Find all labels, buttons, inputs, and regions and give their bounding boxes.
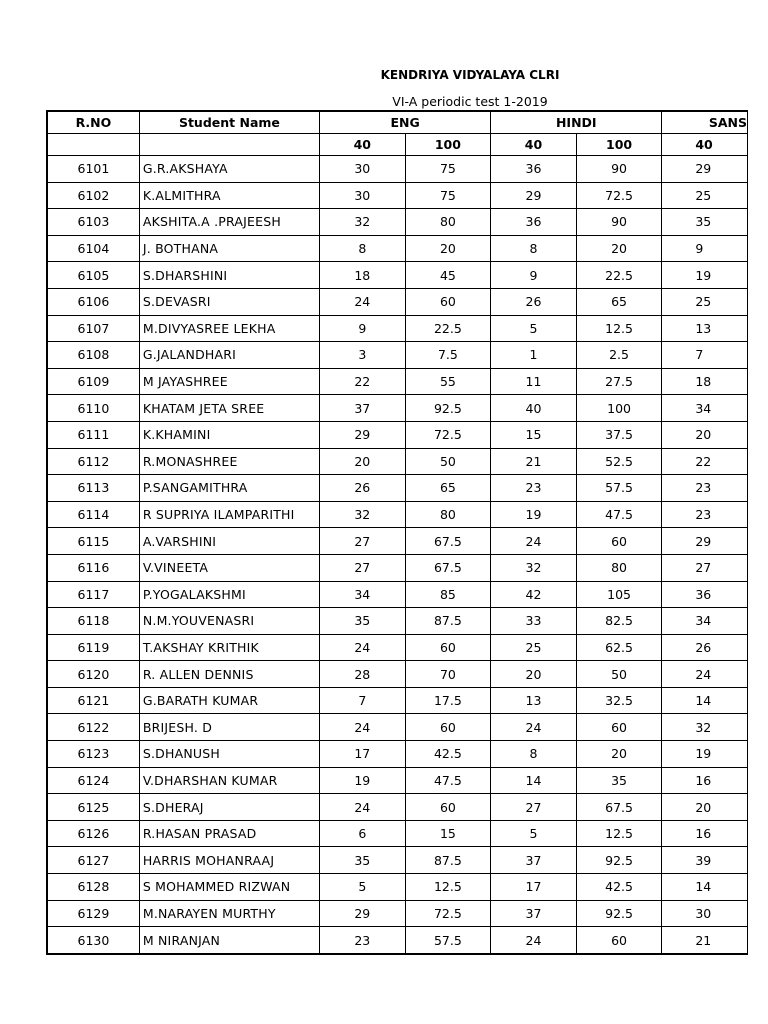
mark-cell: 25 (662, 182, 748, 209)
mark-cell: 80 (405, 209, 491, 236)
mark-cell: 90 (576, 156, 662, 183)
mark-cell: 47.5 (576, 501, 662, 528)
mark-cell: 12.5 (405, 874, 491, 901)
student-name: R.HASAN PRASAD (139, 820, 319, 847)
mark-cell: 27.5 (576, 368, 662, 395)
mark-cell: 33 (491, 608, 577, 635)
mark-cell: 20 (662, 794, 748, 821)
mark-cell: 20 (320, 448, 406, 475)
roll-number: 6110 (47, 395, 139, 422)
mark-cell: 92.5 (576, 847, 662, 874)
roll-number: 6106 (47, 288, 139, 315)
table-row (47, 448, 748, 475)
mark-cell: 23 (491, 475, 577, 502)
mark-cell: 70 (405, 661, 491, 688)
mark-cell: 80 (405, 501, 491, 528)
col-header-name: Student Name (139, 111, 319, 134)
roll-number: 6127 (47, 847, 139, 874)
subheader-cell: 40 (320, 134, 406, 156)
roll-number: 6115 (47, 528, 139, 555)
roll-number: 6118 (47, 608, 139, 635)
mark-cell: 24 (320, 634, 406, 661)
mark-cell: 29 (320, 421, 406, 448)
table-row (47, 661, 748, 688)
mark-cell: 24 (320, 714, 406, 741)
mark-cell: 37 (491, 847, 577, 874)
table-row (47, 421, 748, 448)
table-row (47, 581, 748, 608)
mark-cell: 20 (576, 235, 662, 262)
subheader-cell: 100 (576, 134, 662, 156)
header-row (47, 111, 748, 134)
student-name: S MOHAMMED RIZWAN (139, 874, 319, 901)
mark-cell: 100 (576, 395, 662, 422)
table-row (47, 395, 748, 422)
mark-cell: 72.5 (576, 182, 662, 209)
table-row (47, 528, 748, 555)
table-row (47, 608, 748, 635)
mark-cell: 65 (576, 288, 662, 315)
subheader-cell (47, 134, 139, 156)
mark-cell: 60 (405, 714, 491, 741)
mark-cell: 27 (491, 794, 577, 821)
mark-cell: 55 (405, 368, 491, 395)
school-title: KENDRIYA VIDYALAYA CLRI (380, 68, 560, 82)
mark-cell: 25 (491, 634, 577, 661)
mark-cell: 20 (662, 421, 748, 448)
student-name: T.AKSHAY KRITHIK (139, 634, 319, 661)
mark-cell: 60 (576, 927, 662, 954)
mark-cell: 20 (576, 741, 662, 768)
student-name: KHATAM JETA SREE (139, 395, 319, 422)
student-name: M JAYASHREE (139, 368, 319, 395)
student-name: N.M.YOUVENASRI (139, 608, 319, 635)
mark-cell: 24 (320, 794, 406, 821)
mark-cell: 17 (491, 874, 577, 901)
mark-cell: 12.5 (576, 820, 662, 847)
marks-sheet (46, 110, 747, 956)
mark-cell: 24 (491, 927, 577, 954)
mark-cell: 50 (576, 661, 662, 688)
mark-cell: 60 (405, 288, 491, 315)
table-row (47, 874, 748, 901)
mark-cell: 29 (662, 156, 748, 183)
roll-number: 6122 (47, 714, 139, 741)
mark-cell: 18 (662, 368, 748, 395)
student-name: K.ALMITHRA (139, 182, 319, 209)
mark-cell: 5 (491, 315, 577, 342)
mark-cell: 32.5 (576, 687, 662, 714)
col-header-hindi: HINDI (491, 111, 662, 134)
roll-number: 6112 (47, 448, 139, 475)
mark-cell: 37.5 (576, 421, 662, 448)
mark-cell: 32 (320, 209, 406, 236)
student-name: K.KHAMINI (139, 421, 319, 448)
student-name: R.MONASHREE (139, 448, 319, 475)
mark-cell: 16 (662, 820, 748, 847)
roll-number: 6107 (47, 315, 139, 342)
mark-cell: 60 (405, 634, 491, 661)
marks-table (46, 110, 748, 955)
mark-cell: 60 (405, 794, 491, 821)
mark-cell: 9 (662, 235, 748, 262)
student-name: P.SANGAMITHRA (139, 475, 319, 502)
roll-number: 6116 (47, 554, 139, 581)
mark-cell: 60 (576, 714, 662, 741)
mark-cell: 22.5 (576, 262, 662, 289)
table-row (47, 634, 748, 661)
mark-cell: 24 (491, 528, 577, 555)
mark-cell: 32 (662, 714, 748, 741)
roll-number: 6102 (47, 182, 139, 209)
mark-cell: 32 (320, 501, 406, 528)
mark-cell: 62.5 (576, 634, 662, 661)
mark-cell: 30 (320, 182, 406, 209)
table-row (47, 209, 748, 236)
col-header-eng: ENG (320, 111, 491, 134)
col-header-sans: SANS (662, 111, 748, 134)
mark-cell: 27 (320, 528, 406, 555)
mark-cell: 7 (662, 342, 748, 369)
mark-cell: 17.5 (405, 687, 491, 714)
table-row (47, 156, 748, 183)
mark-cell: 15 (405, 820, 491, 847)
roll-number: 6113 (47, 475, 139, 502)
roll-number: 6123 (47, 741, 139, 768)
mark-cell: 47.5 (405, 767, 491, 794)
mark-cell: 26 (320, 475, 406, 502)
table-row (47, 182, 748, 209)
mark-cell: 13 (491, 687, 577, 714)
mark-cell: 9 (491, 262, 577, 289)
mark-cell: 35 (320, 847, 406, 874)
student-name: HARRIS MOHANRAAJ (139, 847, 319, 874)
mark-cell: 8 (491, 741, 577, 768)
mark-cell: 29 (320, 900, 406, 927)
mark-cell: 34 (662, 608, 748, 635)
mark-cell: 42.5 (405, 741, 491, 768)
student-name: AKSHITA.A .PRAJEESH (139, 209, 319, 236)
student-name: S.DHERAJ (139, 794, 319, 821)
mark-cell: 67.5 (576, 794, 662, 821)
mark-cell: 5 (491, 820, 577, 847)
mark-cell: 22 (662, 448, 748, 475)
student-name: S.DHARSHINI (139, 262, 319, 289)
mark-cell: 105 (576, 581, 662, 608)
mark-cell: 24 (491, 714, 577, 741)
mark-cell: 11 (491, 368, 577, 395)
mark-cell: 8 (491, 235, 577, 262)
mark-cell: 6 (320, 820, 406, 847)
student-name: V.VINEETA (139, 554, 319, 581)
mark-cell: 52.5 (576, 448, 662, 475)
student-name: G.JALANDHARI (139, 342, 319, 369)
mark-cell: 87.5 (405, 608, 491, 635)
mark-cell: 1 (491, 342, 577, 369)
test-subtitle: VI-A periodic test 1-2019 (392, 94, 548, 109)
table-row (47, 554, 748, 581)
mark-cell: 23 (662, 501, 748, 528)
mark-cell: 23 (662, 475, 748, 502)
table-row (47, 315, 748, 342)
mark-cell: 20 (405, 235, 491, 262)
mark-cell: 40 (491, 395, 577, 422)
student-name: A.VARSHINI (139, 528, 319, 555)
mark-cell: 26 (662, 634, 748, 661)
mark-cell: 34 (320, 581, 406, 608)
mark-cell: 50 (405, 448, 491, 475)
roll-number: 6101 (47, 156, 139, 183)
table-row (47, 820, 748, 847)
subheader-cell: 40 (491, 134, 577, 156)
roll-number: 6130 (47, 927, 139, 954)
mark-cell: 14 (662, 874, 748, 901)
student-name: J. BOTHANA (139, 235, 319, 262)
student-name: M NIRANJAN (139, 927, 319, 954)
mark-cell: 29 (491, 182, 577, 209)
student-name: BRIJESH. D (139, 714, 319, 741)
roll-number: 6125 (47, 794, 139, 821)
mark-cell: 9 (320, 315, 406, 342)
mark-cell: 24 (320, 288, 406, 315)
mark-cell: 29 (662, 528, 748, 555)
mark-cell: 16 (662, 767, 748, 794)
student-name: M.DIVYASREE LEKHA (139, 315, 319, 342)
mark-cell: 85 (405, 581, 491, 608)
mark-cell: 14 (662, 687, 748, 714)
mark-cell: 32 (491, 554, 577, 581)
mark-cell: 22 (320, 368, 406, 395)
mark-cell: 26 (491, 288, 577, 315)
mark-cell: 60 (576, 528, 662, 555)
mark-cell: 27 (320, 554, 406, 581)
col-header-rno: R.NO (47, 111, 139, 134)
table-row (47, 235, 748, 262)
mark-cell: 17 (320, 741, 406, 768)
mark-cell: 72.5 (405, 421, 491, 448)
mark-cell: 19 (320, 767, 406, 794)
roll-number: 6114 (47, 501, 139, 528)
mark-cell: 19 (491, 501, 577, 528)
student-name: V.DHARSHAN KUMAR (139, 767, 319, 794)
mark-cell: 27 (662, 554, 748, 581)
roll-number: 6104 (47, 235, 139, 262)
roll-number: 6121 (47, 687, 139, 714)
mark-cell: 30 (662, 900, 748, 927)
mark-cell: 5 (320, 874, 406, 901)
student-name: P.YOGALAKSHMI (139, 581, 319, 608)
mark-cell: 35 (320, 608, 406, 635)
table-row (47, 900, 748, 927)
roll-number: 6129 (47, 900, 139, 927)
student-name: S.DEVASRI (139, 288, 319, 315)
mark-cell: 15 (491, 421, 577, 448)
mark-cell: 21 (662, 927, 748, 954)
subheader-cell: 100 (405, 134, 491, 156)
table-row (47, 262, 748, 289)
table-row (47, 342, 748, 369)
mark-cell: 25 (662, 288, 748, 315)
student-name: R. ALLEN DENNIS (139, 661, 319, 688)
subheader-cell (139, 134, 319, 156)
student-name: S.DHANUSH (139, 741, 319, 768)
mark-cell: 23 (320, 927, 406, 954)
mark-cell: 3 (320, 342, 406, 369)
mark-cell: 67.5 (405, 554, 491, 581)
mark-cell: 14 (491, 767, 577, 794)
mark-cell: 35 (576, 767, 662, 794)
table-row (47, 927, 748, 954)
mark-cell: 42 (491, 581, 577, 608)
mark-cell: 24 (662, 661, 748, 688)
roll-number: 6126 (47, 820, 139, 847)
table-row (47, 687, 748, 714)
table-row (47, 714, 748, 741)
mark-cell: 57.5 (405, 927, 491, 954)
mark-cell: 87.5 (405, 847, 491, 874)
mark-cell: 36 (491, 156, 577, 183)
roll-number: 6111 (47, 421, 139, 448)
mark-cell: 75 (405, 182, 491, 209)
mark-cell: 67.5 (405, 528, 491, 555)
student-name: M.NARAYEN MURTHY (139, 900, 319, 927)
table-row (47, 847, 748, 874)
mark-cell: 8 (320, 235, 406, 262)
mark-cell: 35 (662, 209, 748, 236)
roll-number: 6128 (47, 874, 139, 901)
mark-cell: 21 (491, 448, 577, 475)
mark-cell: 34 (662, 395, 748, 422)
mark-cell: 45 (405, 262, 491, 289)
table-row (47, 741, 748, 768)
mark-cell: 7.5 (405, 342, 491, 369)
mark-cell: 42.5 (576, 874, 662, 901)
student-name: G.R.AKSHAYA (139, 156, 319, 183)
roll-number: 6109 (47, 368, 139, 395)
mark-cell: 82.5 (576, 608, 662, 635)
student-name: G.BARATH KUMAR (139, 687, 319, 714)
mark-cell: 19 (662, 262, 748, 289)
table-row (47, 475, 748, 502)
subheader-row (47, 134, 748, 156)
mark-cell: 75 (405, 156, 491, 183)
mark-cell: 72.5 (405, 900, 491, 927)
student-name: R SUPRIYA ILAMPARITHI (139, 501, 319, 528)
roll-number: 6117 (47, 581, 139, 608)
mark-cell: 36 (491, 209, 577, 236)
roll-number: 6105 (47, 262, 139, 289)
roll-number: 6119 (47, 634, 139, 661)
mark-cell: 20 (491, 661, 577, 688)
marks-body (47, 156, 748, 954)
mark-cell: 2.5 (576, 342, 662, 369)
mark-cell: 7 (320, 687, 406, 714)
mark-cell: 22.5 (405, 315, 491, 342)
mark-cell: 57.5 (576, 475, 662, 502)
mark-cell: 65 (405, 475, 491, 502)
subheader-cell: 40 (662, 134, 748, 156)
mark-cell: 37 (491, 900, 577, 927)
table-row (47, 794, 748, 821)
mark-cell: 18 (320, 262, 406, 289)
table-row (47, 767, 748, 794)
mark-cell: 12.5 (576, 315, 662, 342)
mark-cell: 28 (320, 661, 406, 688)
table-row (47, 288, 748, 315)
mark-cell: 30 (320, 156, 406, 183)
roll-number: 6120 (47, 661, 139, 688)
mark-cell: 36 (662, 581, 748, 608)
table-row (47, 368, 748, 395)
mark-cell: 39 (662, 847, 748, 874)
table-row (47, 501, 748, 528)
mark-cell: 37 (320, 395, 406, 422)
roll-number: 6103 (47, 209, 139, 236)
roll-number: 6124 (47, 767, 139, 794)
mark-cell: 90 (576, 209, 662, 236)
mark-cell: 19 (662, 741, 748, 768)
mark-cell: 92.5 (576, 900, 662, 927)
mark-cell: 13 (662, 315, 748, 342)
roll-number: 6108 (47, 342, 139, 369)
mark-cell: 92.5 (405, 395, 491, 422)
mark-cell: 80 (576, 554, 662, 581)
